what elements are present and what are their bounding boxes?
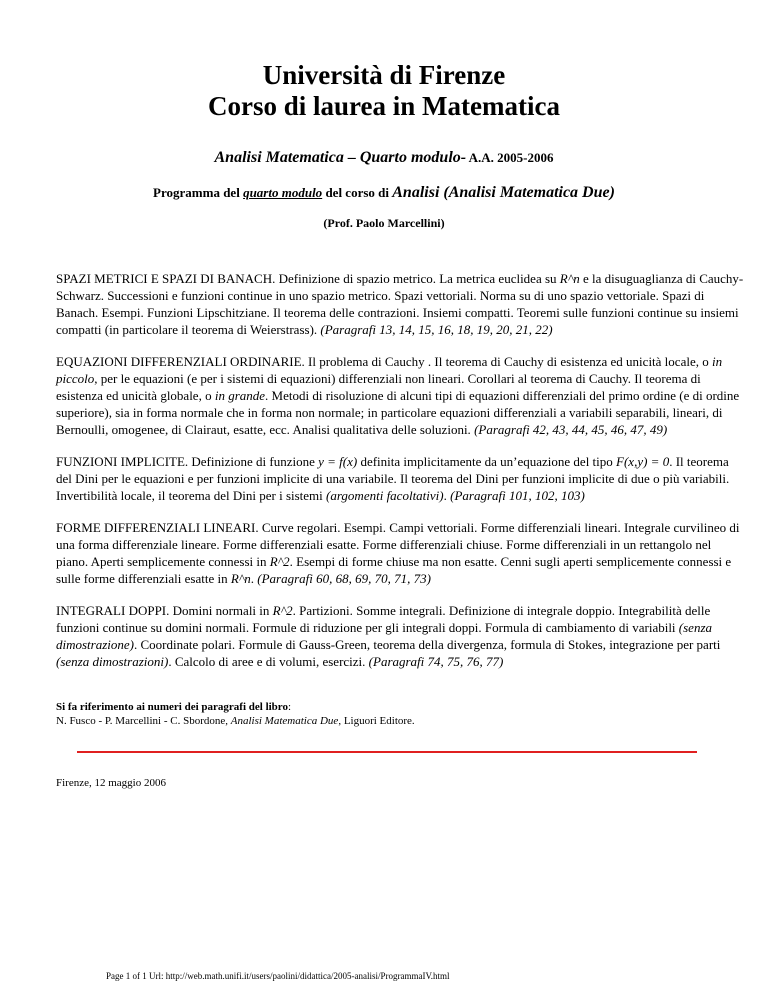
section-implicit-functions: [56, 453, 746, 504]
syllabus-sections: [56, 270, 746, 685]
section-paragraph-refs: (Paragrafi 60, 68, 69, 70, 71, 73): [257, 571, 431, 586]
academic-year: A.A. 2005-2006: [466, 150, 554, 165]
section-formula: R^n: [230, 571, 251, 586]
section-paragraph-refs: (Paragrafi 13, 14, 15, 16, 18, 19, 20, 21, 22): [320, 322, 553, 337]
course-name: Analisi Matematica – Quarto modulo-: [214, 149, 467, 166]
section-text: .: [250, 571, 258, 586]
section-text: definita implicitamente da un’equazione del tipo: [357, 454, 617, 469]
professor-name: (Prof. Paolo Marcellini): [323, 216, 445, 230]
section-emphasis: (argomenti facoltativi): [326, 488, 444, 503]
page-title: [0, 60, 768, 122]
section-text: . Partizioni. Somme integrali. Definizione di integrale doppio. Integrabilità delle funzioni continue su domini normali. Formule di riduzione per gli integrali doppi. Formula di cambiamento di variabili: [56, 603, 711, 635]
section-formula: R^2: [272, 603, 293, 618]
page-footer: Page 1 of 1 Url: http://web.math.unifi.it/users/paolini/didattica/2005-analisi/ProgrammaIV.html: [106, 971, 450, 981]
section-metric-spaces: [56, 270, 746, 338]
section-text: .: [443, 488, 451, 503]
program-heading: [0, 184, 768, 202]
program-prefix: Programma del: [153, 185, 244, 200]
course-heading: [0, 149, 768, 167]
section-emphasis: (senza dimostrazioni): [56, 654, 169, 669]
section-text: e la disuguaglianza di Cauchy-Schwarz. Successioni e funzioni continue in uno spazio metrico. Spazi vettoriali. Norma su di uno spazio vettoriale. Spazi di Banach. Esempi. Funzioni Lipschitziane. Il teorema delle contrazioni. Insiemi compatti. Teoremi sulle funzioni continue su insiemi compatti (in particolare il teorema di Weierstrass).: [56, 271, 744, 337]
section-paragraph-refs: (Paragrafi 74, 75, 76, 77): [368, 654, 504, 669]
section-double-integrals: [56, 602, 746, 670]
book-reference: [56, 700, 746, 728]
section-text: . Calcolo di aree e di volumi, esercizi.: [168, 654, 369, 669]
section-ode: [56, 353, 746, 438]
section-text: . Coordinate polari. Formule di Gauss-Green, teorema della divergenza, formula di Stokes, integrazione per parti: [134, 637, 721, 652]
section-text: EQUAZIONI DIFFERENZIALI ORDINARIE. Il problema di Cauchy . Il teorema di Cauchy di esistenza ed unicità locale, o: [56, 354, 712, 369]
section-formula: R^n: [559, 271, 580, 286]
section-emphasis: in piccolo: [56, 354, 723, 386]
section-text: SPAZI METRICI E SPAZI DI BANACH. Definizione di spazio metrico. La metrica euclidea su: [56, 271, 560, 286]
program-module: quarto modulo: [243, 185, 323, 200]
section-text: FORME DIFFERENZIALI LINEARI. Curve regolari. Esempi. Campi vettoriali. Forme differenziali lineari. Integrale curvilineo di una forma differenziale lineare. Forme differenziali esatte. Forme differenziali chiuse. Forme differenziali in un rettangolo nel piano. Aperti semplicemente connessi in: [56, 520, 740, 569]
book-authors: N. Fusco - P. Marcellini - C. Sbordone,: [56, 715, 231, 727]
book-title: Analisi Matematica Due: [230, 715, 339, 727]
section-differential-forms: [56, 519, 746, 587]
section-text: . Metodi di risoluzione di alcuni tipi di equazioni differenziali del primo ordine (e di ordine superiore), sia in forma normale che in forma non normale; in particolare equazioni differenziali a variabili separabili, lineari, di Bernoulli, omogenee, di Clairaut, esatte, ecc. Analisi qualitativa delle soluzioni.: [56, 388, 740, 437]
section-paragraph-refs: (Paragrafi 101, 102, 103): [450, 488, 585, 503]
section-emphasis: in grande: [214, 388, 266, 403]
reference-colon: :: [288, 701, 292, 713]
program-course: Analisi (Analisi Matematica Due): [392, 184, 615, 201]
divider-line: [77, 751, 697, 753]
section-emphasis: (senza dimostrazione): [56, 620, 713, 652]
section-text: FUNZIONI IMPLICITE. Definizione di funzione: [56, 454, 319, 469]
section-paragraph-refs: (Paragrafi 42, 43, 44, 45, 46, 47, 49): [474, 422, 668, 437]
title-university: Università di Firenze: [262, 60, 506, 90]
section-formula: F(x,y) = 0: [616, 454, 670, 469]
reference-label: Si fa riferimento ai numeri dei paragrafi del libro: [56, 701, 288, 713]
document-date: Firenze, 12 maggio 2006: [56, 777, 166, 789]
title-degree: Corso di laurea in Matematica: [208, 91, 560, 121]
section-text: INTEGRALI DOPPI. Domini normali in: [56, 603, 273, 618]
section-text: . Esempi di forme chiuse ma non esatte. Cenni sugli aperti semplicemente connessi e sulle forme differenziali esatte in: [56, 554, 732, 586]
program-middle: del corso di: [322, 185, 393, 200]
section-formula: y = f(x): [318, 454, 358, 469]
book-publisher: , Liguori Editore.: [338, 715, 415, 727]
section-text: , per le equazioni (e per i sistemi di equazioni) differenziali non lineari. Corollari al teorema di Cauchy. Il teorema di esistenza ed unicità globale, o: [56, 371, 701, 403]
section-text: . Il teorema del Dini per le equazioni e per funzioni implicite di una variabile. Il teorema del Dini per funzioni implicite di due o più variabili. Invertibilità locale, il teorema del Dini per i sistemi: [56, 454, 730, 503]
section-formula: R^2: [269, 554, 290, 569]
